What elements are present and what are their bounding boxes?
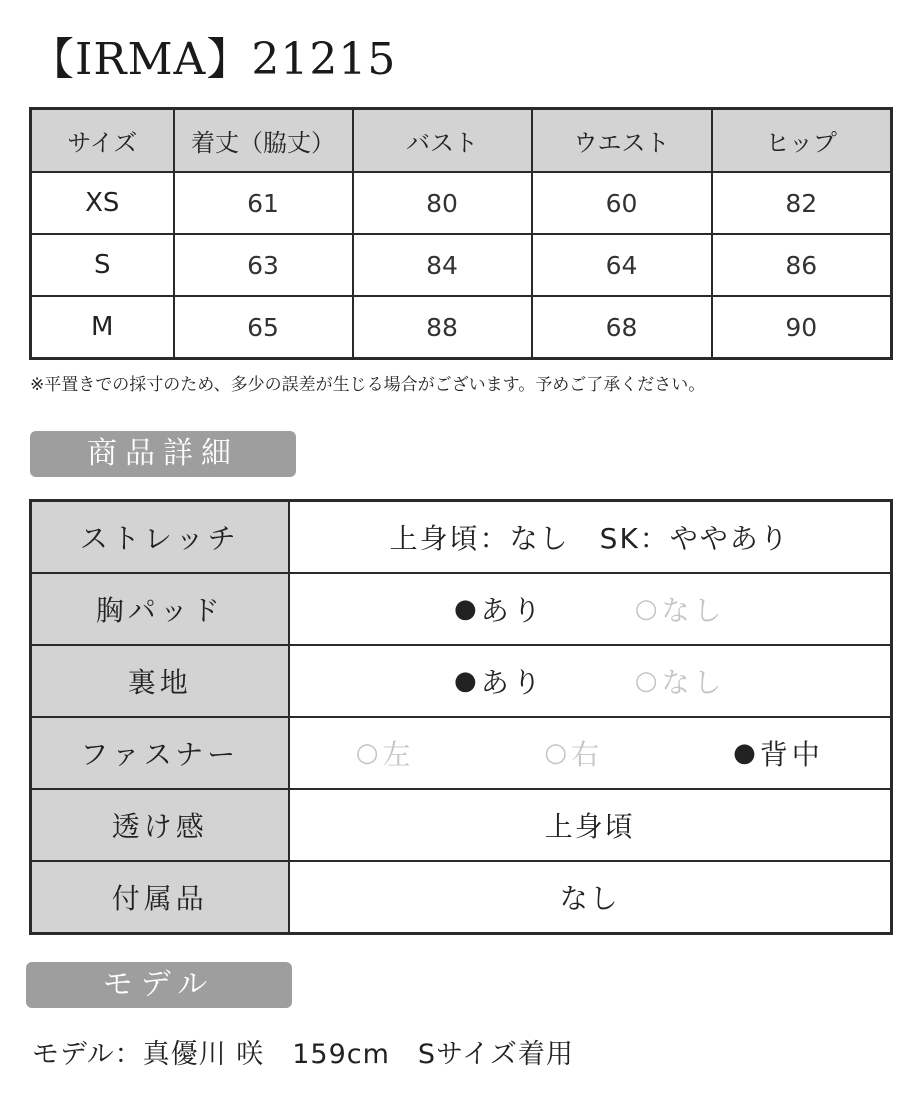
hip-cell: 82 [712, 172, 892, 234]
option-label: なし [661, 666, 726, 699]
accessories-label: 付属品 [31, 861, 289, 934]
pad-option-no [635, 589, 726, 629]
model-section-label: モデル [26, 962, 292, 1008]
table-row [31, 501, 892, 574]
lining-option-no [635, 661, 726, 701]
hip-cell: 90 [712, 296, 892, 359]
col-header-hip: ヒップ [712, 109, 892, 173]
details-section-label: 商品詳細 [30, 431, 296, 477]
size-table-header-row [31, 109, 892, 173]
pad-value [289, 573, 892, 645]
option-label: あり [480, 666, 545, 699]
bust-cell: 80 [353, 172, 532, 234]
size-cell: XS [31, 172, 174, 234]
pad-label: 胸パッド [31, 573, 289, 645]
col-header-size: サイズ [31, 109, 174, 173]
filled-circle-icon: ● [454, 666, 477, 696]
empty-circle-icon: ○ [634, 666, 658, 696]
waist-cell: 64 [532, 234, 712, 296]
size-cell: M [31, 296, 174, 359]
zipper-option-left [356, 733, 415, 773]
zipper-option-back [733, 733, 824, 773]
table-row [31, 645, 892, 717]
table-row [31, 861, 892, 934]
col-header-waist: ウエスト [532, 109, 712, 173]
bust-cell: 88 [353, 296, 532, 359]
lining-option-yes [454, 661, 545, 701]
filled-circle-icon: ● [454, 594, 477, 624]
table-row [31, 172, 892, 234]
waist-cell: 68 [532, 296, 712, 359]
waist-cell: 60 [532, 172, 712, 234]
sheer-label: 透け感 [31, 789, 289, 861]
accessories-value: なし [289, 861, 892, 934]
lining-label: 裏地 [31, 645, 289, 717]
detail-table [29, 499, 893, 935]
length-cell: 65 [174, 296, 353, 359]
col-header-bust: バスト [353, 109, 532, 173]
model-info: モデル：真優川 咲 159cm Sサイズ着用 [32, 1039, 574, 1070]
lining-value [289, 645, 892, 717]
length-cell: 63 [174, 234, 353, 296]
sheer-value: 上身頃 [289, 789, 892, 861]
zipper-option-right [544, 733, 603, 773]
product-title: 【IRMA】21215 [30, 34, 397, 85]
pad-option-yes [454, 589, 545, 629]
option-label: 背中 [759, 738, 824, 771]
filled-circle-icon: ● [733, 738, 756, 768]
option-label: 左 [382, 738, 415, 771]
length-cell: 61 [174, 172, 353, 234]
option-label: 右 [571, 738, 604, 771]
table-row [31, 296, 892, 359]
table-row [31, 234, 892, 296]
zipper-value [289, 717, 892, 789]
stretch-value: 上身頃：なし SK：ややあり [289, 501, 892, 574]
empty-circle-icon: ○ [634, 594, 658, 624]
col-header-length: 着丈（脇丈） [174, 109, 353, 173]
table-row [31, 789, 892, 861]
hip-cell: 86 [712, 234, 892, 296]
empty-circle-icon: ○ [544, 738, 568, 768]
option-label: なし [661, 594, 726, 627]
table-row [31, 717, 892, 789]
bust-cell: 84 [353, 234, 532, 296]
table-row [31, 573, 892, 645]
measurement-note: ※平置きでの採寸のため、多少の誤差が生じる場合がございます。予めご了承ください。 [30, 375, 706, 395]
option-label: あり [480, 594, 545, 627]
size-table [29, 107, 893, 360]
stretch-label: ストレッチ [31, 501, 289, 574]
zipper-label: ファスナー [31, 717, 289, 789]
size-cell: S [31, 234, 174, 296]
empty-circle-icon: ○ [355, 738, 379, 768]
